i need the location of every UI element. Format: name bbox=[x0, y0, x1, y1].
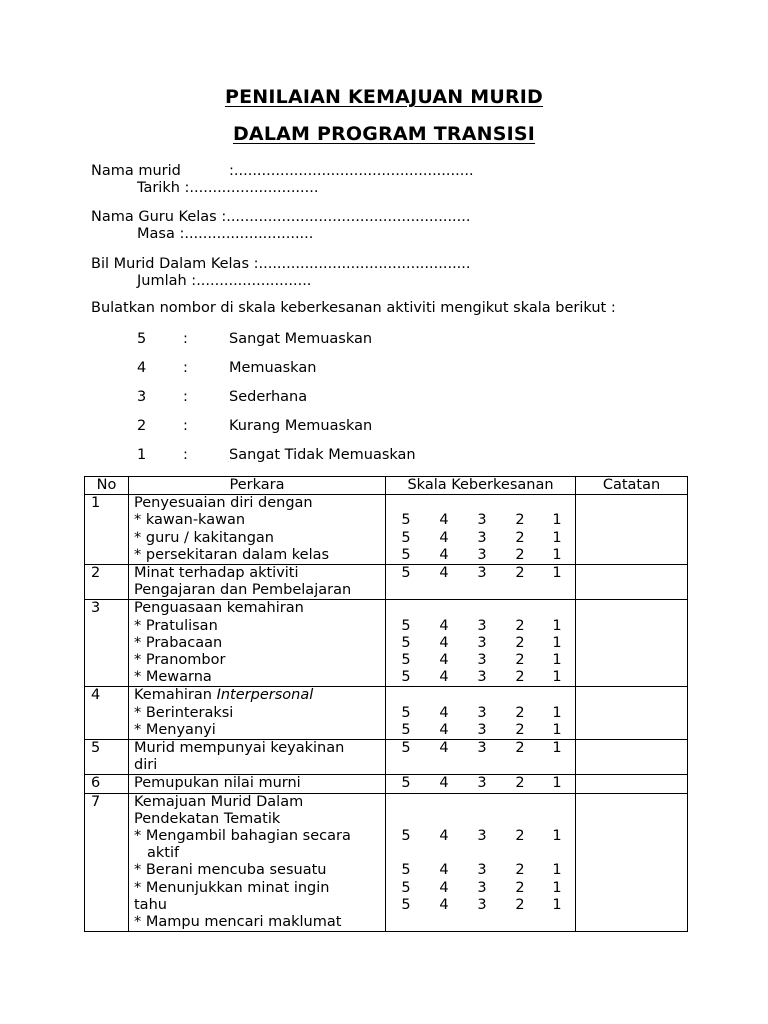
nama-guru-field: Nama Guru Kelas :..................................................... bbox=[91, 209, 471, 225]
scale-value-4[interactable]: 4 bbox=[439, 721, 449, 738]
scale-value-4[interactable]: 4 bbox=[439, 879, 449, 896]
scale-legend-item bbox=[0, 447, 768, 467]
scale-values-row bbox=[386, 565, 575, 582]
perkara-line: Pengajaran dan Pembelajaran bbox=[134, 582, 352, 599]
scale-values-row bbox=[386, 775, 575, 792]
scale-value-3[interactable]: 3 bbox=[477, 669, 487, 686]
perkara-line: Penguasaan kemahiran bbox=[134, 600, 304, 617]
skala-cell bbox=[386, 687, 576, 740]
scale-value-2[interactable]: 2 bbox=[515, 862, 525, 879]
scale-value-1[interactable]: 1 bbox=[552, 617, 562, 634]
scale-value-2[interactable]: 2 bbox=[515, 546, 525, 563]
scale-value-2[interactable]: 2 bbox=[515, 704, 525, 721]
scale-value-1[interactable]: 1 bbox=[552, 634, 562, 651]
scale-value-5[interactable]: 5 bbox=[401, 862, 411, 879]
page-subtitle: DALAM PROGRAM TRANSISI bbox=[232, 123, 536, 145]
table-header-row bbox=[85, 477, 688, 495]
scale-value-3[interactable]: 3 bbox=[477, 896, 487, 913]
scale-value-3[interactable]: 3 bbox=[477, 529, 487, 546]
scale-number: 2 bbox=[137, 418, 147, 434]
scale-value-3[interactable]: 3 bbox=[477, 512, 487, 529]
scale-value-1[interactable]: 1 bbox=[552, 862, 562, 879]
scale-values-row bbox=[386, 914, 575, 931]
perkara-cell bbox=[129, 565, 386, 600]
scale-values-row bbox=[386, 618, 575, 635]
scale-value-3[interactable]: 3 bbox=[477, 617, 487, 634]
catatan-cell bbox=[576, 495, 688, 565]
scale-value-5[interactable]: 5 bbox=[401, 879, 411, 896]
scale-value-1[interactable]: 1 bbox=[552, 828, 562, 845]
scale-values-row bbox=[386, 600, 575, 617]
scale-value-1[interactable]: 1 bbox=[552, 512, 562, 529]
scale-value-5[interactable]: 5 bbox=[401, 529, 411, 546]
scale-value-2[interactable]: 2 bbox=[515, 828, 525, 845]
masa-field: Masa :............................ bbox=[137, 226, 314, 242]
scale-label: Sederhana bbox=[229, 389, 308, 405]
scale-values-row bbox=[386, 687, 575, 704]
scale-values-row bbox=[386, 512, 575, 529]
scale-value-3[interactable]: 3 bbox=[477, 828, 487, 845]
scale-colon: : bbox=[183, 360, 188, 376]
scale-values-row bbox=[386, 582, 575, 599]
skala-cell bbox=[386, 775, 576, 793]
scale-value-4[interactable]: 4 bbox=[439, 704, 449, 721]
perkara-cell bbox=[129, 600, 386, 687]
table-row bbox=[85, 565, 688, 600]
perkara-cell bbox=[129, 687, 386, 740]
scale-value-5[interactable]: 5 bbox=[401, 651, 411, 668]
scale-colon: : bbox=[183, 418, 188, 434]
scale-value-5[interactable]: 5 bbox=[401, 634, 411, 651]
header-catatan: Catatan bbox=[576, 477, 688, 495]
scale-value-3[interactable]: 3 bbox=[477, 546, 487, 563]
skala-cell bbox=[386, 600, 576, 687]
scale-value-3[interactable]: 3 bbox=[477, 721, 487, 738]
scale-value-1[interactable]: 1 bbox=[552, 565, 562, 582]
scale-value-3[interactable]: 3 bbox=[477, 634, 487, 651]
scale-value-3[interactable]: 3 bbox=[477, 775, 487, 792]
catatan-cell bbox=[576, 793, 688, 932]
perkara-line: tahu bbox=[134, 896, 167, 913]
nama-murid-label: Nama murid bbox=[91, 163, 181, 179]
perkara-line: Minat terhadap aktiviti bbox=[134, 565, 299, 582]
scale-value-4[interactable]: 4 bbox=[439, 565, 449, 582]
perkara-line: diri bbox=[134, 757, 158, 774]
scale-value-5[interactable]: 5 bbox=[401, 896, 411, 913]
scale-value-4[interactable]: 4 bbox=[439, 828, 449, 845]
scale-value-4[interactable]: 4 bbox=[439, 634, 449, 651]
scale-value-2[interactable]: 2 bbox=[515, 669, 525, 686]
scale-value-1[interactable]: 1 bbox=[552, 879, 562, 896]
scale-value-1[interactable]: 1 bbox=[552, 546, 562, 563]
perkara-line: * Prabacaan bbox=[134, 634, 223, 651]
scale-value-2[interactable]: 2 bbox=[515, 740, 525, 757]
scale-legend-item bbox=[0, 360, 768, 380]
scale-value-4[interactable]: 4 bbox=[439, 862, 449, 879]
row-number: 7 bbox=[85, 793, 129, 932]
catatan-cell bbox=[576, 565, 688, 600]
scale-values-row bbox=[386, 547, 575, 564]
scale-value-1[interactable]: 1 bbox=[552, 721, 562, 738]
scale-value-2[interactable]: 2 bbox=[515, 634, 525, 651]
scale-values-row bbox=[386, 722, 575, 739]
scale-colon: : bbox=[183, 389, 188, 405]
scale-values-row bbox=[386, 828, 575, 845]
scale-number: 1 bbox=[137, 447, 147, 463]
scale-value-2[interactable]: 2 bbox=[515, 512, 525, 529]
scale-value-5[interactable]: 5 bbox=[401, 546, 411, 563]
scale-label: Sangat Memuaskan bbox=[229, 331, 373, 347]
perkara-line: * kawan-kawan bbox=[134, 512, 246, 529]
header-no: No bbox=[85, 477, 129, 495]
catatan-cell bbox=[576, 600, 688, 687]
scale-legend-item bbox=[0, 331, 768, 351]
perkara-line: aktif bbox=[147, 845, 180, 862]
scale-value-5[interactable]: 5 bbox=[401, 669, 411, 686]
table-row bbox=[85, 775, 688, 793]
scale-values-row bbox=[386, 495, 575, 512]
scale-values-row bbox=[386, 635, 575, 652]
scale-value-3[interactable]: 3 bbox=[477, 565, 487, 582]
scale-values-row bbox=[386, 705, 575, 722]
catatan-cell bbox=[576, 740, 688, 775]
perkara-line: * Menunjukkan minat ingin bbox=[134, 879, 330, 896]
perkara-line: Pemupukan nilai murni bbox=[134, 775, 301, 792]
scale-value-1[interactable]: 1 bbox=[552, 740, 562, 757]
scale-legend-item bbox=[0, 418, 768, 438]
scale-value-2[interactable]: 2 bbox=[515, 896, 525, 913]
tarikh-field: Tarikh :............................ bbox=[137, 180, 319, 196]
perkara-line: * Menyanyi bbox=[134, 721, 216, 738]
perkara-cell bbox=[129, 793, 386, 932]
perkara-line: * Berani mencuba sesuatu bbox=[134, 862, 327, 879]
scale-number: 5 bbox=[137, 331, 147, 347]
header-skala: Skala Keberkesanan bbox=[386, 477, 576, 495]
table-row bbox=[85, 740, 688, 775]
bil-murid-field: Bil Murid Dalam Kelas :.............................................. bbox=[91, 256, 471, 272]
scale-value-4[interactable]: 4 bbox=[439, 740, 449, 757]
row-number: 1 bbox=[85, 495, 129, 565]
perkara-cell bbox=[129, 495, 386, 565]
perkara-line: * Berinteraksi bbox=[134, 704, 234, 721]
scale-value-1[interactable]: 1 bbox=[552, 896, 562, 913]
perkara-line: * Pranombor bbox=[134, 652, 226, 669]
nama-murid-field: :.................................................... bbox=[229, 163, 474, 179]
scale-value-3[interactable]: 3 bbox=[477, 879, 487, 896]
scale-value-2[interactable]: 2 bbox=[515, 651, 525, 668]
scale-values-row bbox=[386, 811, 575, 828]
scale-value-4[interactable]: 4 bbox=[439, 512, 449, 529]
scale-value-5[interactable]: 5 bbox=[401, 565, 411, 582]
scale-value-5[interactable]: 5 bbox=[401, 704, 411, 721]
scale-label: Sangat Tidak Memuaskan bbox=[229, 447, 416, 463]
scale-value-5[interactable]: 5 bbox=[401, 828, 411, 845]
scale-value-4[interactable]: 4 bbox=[439, 617, 449, 634]
scale-value-4[interactable]: 4 bbox=[439, 546, 449, 563]
row-number: 4 bbox=[85, 687, 129, 740]
scale-value-5[interactable]: 5 bbox=[401, 512, 411, 529]
scale-legend-item bbox=[0, 389, 768, 409]
scale-value-2[interactable]: 2 bbox=[515, 721, 525, 738]
scale-values-row bbox=[386, 669, 575, 686]
row-number: 5 bbox=[85, 740, 129, 775]
scale-value-1[interactable]: 1 bbox=[552, 775, 562, 792]
scale-value-2[interactable]: 2 bbox=[515, 879, 525, 896]
perkara-line: Penyesuaian diri dengan bbox=[134, 495, 313, 512]
scale-value-2[interactable]: 2 bbox=[515, 529, 525, 546]
scale-value-2[interactable]: 2 bbox=[515, 775, 525, 792]
scale-colon: : bbox=[183, 447, 188, 463]
perkara-cell bbox=[129, 775, 386, 793]
header-perkara: Perkara bbox=[129, 477, 386, 495]
perkara-line: * guru / kakitangan bbox=[134, 529, 275, 546]
scale-number: 3 bbox=[137, 389, 147, 405]
skala-cell bbox=[386, 740, 576, 775]
scale-value-2[interactable]: 2 bbox=[515, 565, 525, 582]
scale-value-4[interactable]: 4 bbox=[439, 896, 449, 913]
skala-cell bbox=[386, 495, 576, 565]
perkara-line: Kemajuan Murid Dalam bbox=[134, 793, 304, 810]
scale-value-3[interactable]: 3 bbox=[477, 862, 487, 879]
scale-value-4[interactable]: 4 bbox=[439, 669, 449, 686]
row-number: 3 bbox=[85, 600, 129, 687]
page-title: PENILAIAN KEMAJUAN MURID bbox=[224, 86, 544, 108]
row-number: 2 bbox=[85, 565, 129, 600]
scale-value-4[interactable]: 4 bbox=[439, 651, 449, 668]
scale-values-row bbox=[386, 757, 575, 774]
perkara-line: * Mampu mencari maklumat bbox=[134, 914, 342, 931]
scale-value-4[interactable]: 4 bbox=[439, 529, 449, 546]
perkara-cell bbox=[129, 740, 386, 775]
scale-values-row bbox=[386, 794, 575, 811]
scale-value-2[interactable]: 2 bbox=[515, 617, 525, 634]
perkara-line: * Mengambil bahagian secara bbox=[134, 828, 351, 845]
perkara-line: Murid mempunyai keyakinan bbox=[134, 740, 345, 757]
scale-value-5[interactable]: 5 bbox=[401, 775, 411, 792]
scale-value-3[interactable]: 3 bbox=[477, 704, 487, 721]
perkara-line: * Pratulisan bbox=[134, 617, 218, 634]
catatan-cell bbox=[576, 775, 688, 793]
scale-value-5[interactable]: 5 bbox=[401, 721, 411, 738]
table-row bbox=[85, 495, 688, 565]
scale-value-5[interactable]: 5 bbox=[401, 740, 411, 757]
scale-values-row bbox=[386, 897, 575, 914]
jumlah-field: Jumlah :......................... bbox=[137, 273, 312, 289]
perkara-line: Pendekatan Tematik bbox=[134, 810, 281, 827]
skala-cell bbox=[386, 565, 576, 600]
scale-value-4[interactable]: 4 bbox=[439, 775, 449, 792]
table-row bbox=[85, 687, 688, 740]
scale-value-1[interactable]: 1 bbox=[552, 651, 562, 668]
scale-values-row bbox=[386, 740, 575, 757]
italic-term: Interpersonal bbox=[216, 687, 314, 704]
instruction-text: Bulatkan nombor di skala keberkesanan aktiviti mengikut skala berikut : bbox=[91, 300, 616, 316]
table-row bbox=[85, 600, 688, 687]
row-number: 6 bbox=[85, 775, 129, 793]
scale-values-row bbox=[386, 880, 575, 897]
scale-values-row bbox=[386, 652, 575, 669]
perkara-line: * persekitaran dalam kelas bbox=[134, 546, 330, 563]
table-row bbox=[85, 793, 688, 932]
scale-value-1[interactable]: 1 bbox=[552, 669, 562, 686]
perkara-line: * Mewarna bbox=[134, 669, 212, 686]
scale-value-3[interactable]: 3 bbox=[477, 740, 487, 757]
scale-colon: : bbox=[183, 331, 188, 347]
scale-values-row bbox=[386, 845, 575, 862]
scale-label: Memuaskan bbox=[229, 360, 317, 376]
scale-label: Kurang Memuaskan bbox=[229, 418, 373, 434]
scale-values-row bbox=[386, 530, 575, 547]
scale-value-1[interactable]: 1 bbox=[552, 529, 562, 546]
scale-values-row bbox=[386, 862, 575, 879]
catatan-cell bbox=[576, 687, 688, 740]
scale-number: 4 bbox=[137, 360, 147, 376]
scale-value-1[interactable]: 1 bbox=[552, 704, 562, 721]
assessment-table bbox=[84, 476, 688, 932]
perkara-line: Kemahiran Interpersonal bbox=[134, 687, 314, 704]
skala-cell bbox=[386, 793, 576, 932]
scale-value-5[interactable]: 5 bbox=[401, 617, 411, 634]
scale-value-3[interactable]: 3 bbox=[477, 651, 487, 668]
